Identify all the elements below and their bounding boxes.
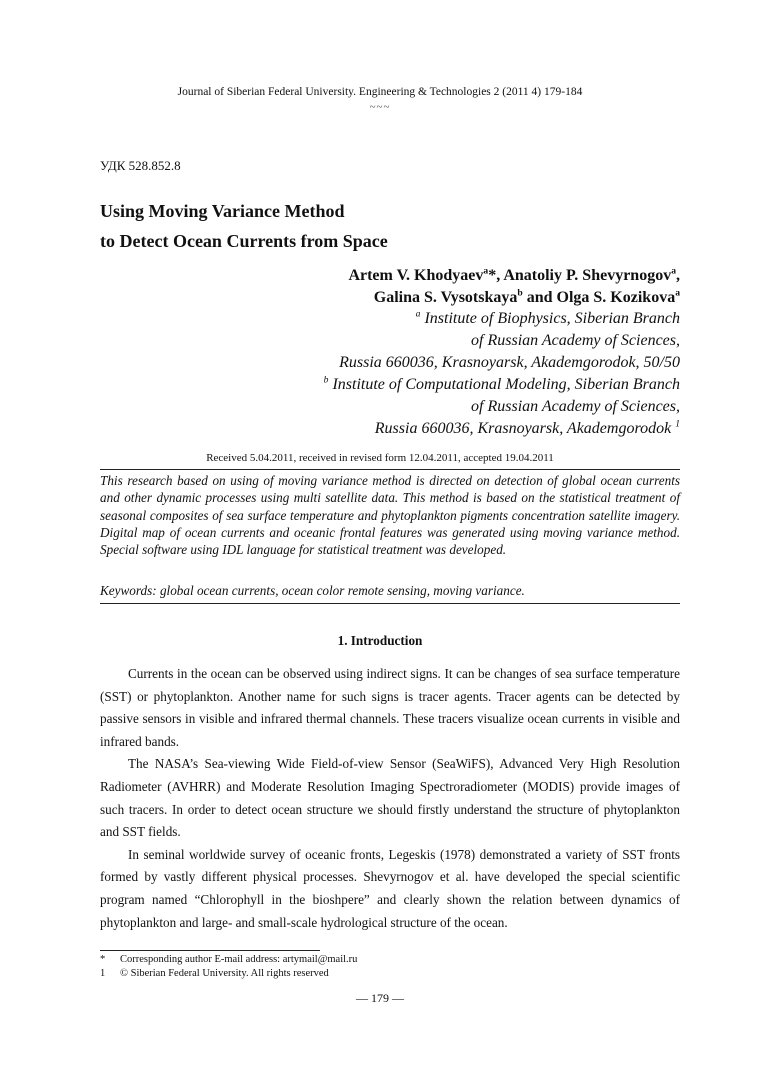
footnote-2 — [100, 967, 357, 981]
abstract: This research based on using of moving variance method is directed on detection of global ocean currents and other dynamic processes using multi satellite data. This method is based on the statistical treatment of seasonal composites of sea surface temperature and phytoplankton pigments concentration satellite imagery. Digital map of ocean currents and oceanic frontal features was generated using moving variance method. Special software using IDL language for statistical treatment was developed. — [100, 473, 680, 558]
affil-b-name: Institute of Computational Modeling, Siberian Branch — [328, 376, 680, 393]
footnote-rule — [100, 950, 320, 951]
paper-title — [100, 196, 388, 256]
received-dates: Received 5.04.2011, received in revised form 12.04.2011, accepted 19.04.2011 — [206, 452, 554, 464]
footnote-1-text: Corresponding author E-mail address: artymail@mail.ru — [120, 954, 358, 965]
paragraph-2: The NASA’s Sea-viewing Wide Field-of-view Sensor (SeaWiFS), Advanced Very High Resolution Radiometer (AVHRR) and Moderate Resolution Imaging Spectroradiometer (MODIS) provide images of such tracers. In order to detect ocean structure we should firstly understand the structure of phytoplankton and SST fields. — [100, 756, 680, 840]
footnote-1-mark: * — [100, 954, 106, 965]
author-3-affil: b — [517, 287, 523, 299]
body-text — [100, 663, 680, 934]
corresponding-mark: *, — [488, 267, 504, 284]
affil-a-line-3: Russia 660036, Krasnoyarsk, Akademgorodok, 50/50 — [339, 354, 680, 371]
footnotes — [100, 953, 357, 981]
author-4-affil: a — [675, 287, 680, 299]
abstract-top-rule — [100, 469, 680, 470]
title-line-2: to Detect Ocean Currents from Space — [100, 231, 388, 251]
affil-b-line-3 — [324, 418, 680, 440]
author-line-2 — [348, 287, 680, 309]
affil-a-line-1 — [324, 308, 680, 330]
udk-code: УДК 528.852.8 — [100, 158, 181, 173]
author-separator: , — [676, 267, 680, 284]
affiliations — [324, 308, 680, 440]
journal-header: Journal of Siberian Federal University. Engineering & Technologies 2 (2011 4) 179-184 — [177, 86, 583, 98]
author-2: Anatoliy P. Shevyrnogov — [503, 267, 672, 284]
affil-b-line-1 — [324, 374, 680, 396]
affil-b-mark: b — [323, 374, 329, 386]
author-4: Olga S. Kozikova — [556, 289, 676, 306]
author-line-1 — [348, 265, 680, 287]
author-2-affil: a — [671, 265, 676, 277]
author-1: Artem V. Khodyaev — [348, 267, 484, 284]
author-list — [348, 265, 680, 309]
abstract-bottom-rule — [100, 603, 680, 604]
affil-b-footnote-mark: 1 — [675, 418, 680, 430]
footnote-2-mark: 1 — [100, 968, 106, 979]
author-and: and — [522, 289, 557, 306]
affil-b-address: Russia 660036, Krasnoyarsk, Akademgorodok — [374, 420, 676, 437]
author-3: Galina S. Vysotskaya — [373, 289, 518, 306]
page-number: — 179 — — [356, 991, 404, 1005]
paragraph-3: In seminal worldwide survey of oceanic fronts, Legeskis (1978) demonstrated a variety of SST fronts formed by vastly different physical processes. Shevyrnogov et al. have developed the special scientific program named “Chlorophyll in the bioshpere” and clearly shown the relation between dynamics of phytoplankton and large- and small-scale hydrological structure of the ocean. — [100, 846, 680, 930]
author-1-affil: a — [483, 265, 489, 277]
footnote-2-text: © Siberian Federal University. All rights reserved — [120, 968, 329, 979]
paragraph-1: Currents in the ocean can be observed using indirect signs. It can be changes of sea surface temperature (SST) or phytoplankton. Another name for such signs is tracer agents. Tracer agents can be detected by passive sensors in visible and infrared thermal channels. These tracers visualize ocean currents in visible and infrared bands. — [100, 666, 680, 749]
affil-b-line-2: of Russian Academy of Sciences, — [471, 398, 680, 415]
footnote-1 — [100, 953, 357, 967]
section-heading: 1. Introduction — [337, 633, 423, 648]
title-line-1: Using Moving Variance Method — [100, 201, 345, 221]
keywords: Keywords: global ocean currents, ocean color remote sensing, moving variance. — [100, 583, 525, 598]
affil-a-mark: a — [415, 308, 421, 320]
header-ornament: ~~~ — [369, 101, 391, 113]
affil-a-line-2: of Russian Academy of Sciences, — [471, 332, 680, 349]
affil-a-name: Institute of Biophysics, Siberian Branch — [420, 310, 680, 327]
